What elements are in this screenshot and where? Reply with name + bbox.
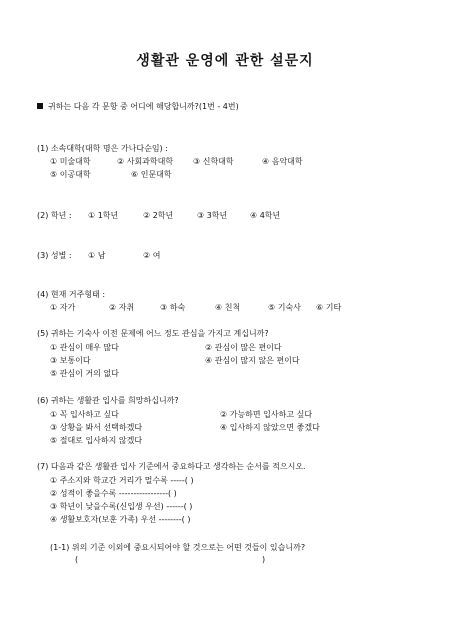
question-6-label: (6) 귀하는 생활관 입사를 희망하십니까? <box>37 396 179 405</box>
question-7-label: (7) 다음과 같은 생활관 입사 기준에서 중요하다고 생각하는 순서를 적으시오. <box>37 462 306 471</box>
q2-option-1[interactable]: ① 1학년 <box>88 211 119 220</box>
q7-criterion-4[interactable]: ④ 생활보호자(보훈 가족) 우선 --------( ) <box>50 515 191 524</box>
question-5-label: (5) 귀하는 기숙사 이전 문제에 어느 정도 관심을 가지고 계십니까? <box>37 329 269 338</box>
q7-criterion-1[interactable]: ① 주소지와 학교간 거리가 멀수록 -----( ) <box>50 476 194 485</box>
q5-option-4[interactable]: ④ 관심이 많지 않은 편이다 <box>205 356 300 365</box>
q6-option-2[interactable]: ② 가능하면 입사하고 싶다 <box>220 410 313 419</box>
q1-option-5[interactable]: ⑤ 이공대학 <box>50 170 91 179</box>
q4-option-1[interactable]: ① 자가 <box>50 303 76 312</box>
question-2-label: (2) 학년 : <box>37 211 72 220</box>
document-title: 생활관 운영에 관한 설문지 <box>136 53 314 69</box>
q7-criterion-3[interactable]: ③ 학년이 낮을수록(신입생 우선) ------( ) <box>50 502 193 511</box>
q3-option-1[interactable]: ① 남 <box>88 251 106 260</box>
q1-option-1[interactable]: ① 미술대학 <box>50 157 91 166</box>
question-1-label: (1) 소속대학(대학 명은 가나다순임) : <box>37 144 168 153</box>
instruction-text: 귀하는 다음 각 문항 중 어디에 해당합니까?(1번 - 4번) <box>48 102 239 111</box>
q1-option-3[interactable]: ③ 신학대학 <box>193 157 234 166</box>
q1-option-2[interactable]: ② 사회과학대학 <box>117 157 174 166</box>
q2-option-3[interactable]: ③ 3학년 <box>197 211 228 220</box>
q2-option-4[interactable]: ④ 4학년 <box>250 211 281 220</box>
q4-option-3[interactable]: ③ 하숙 <box>160 303 186 312</box>
question-7-1-label: (1-1) 위의 기준 이외에 중요시되어야 할 것으로는 어떤 것들이 있습니까? <box>50 543 306 552</box>
q4-option-5[interactable]: ⑤ 기숙사 <box>268 303 301 312</box>
q3-option-2[interactable]: ② 여 <box>143 251 161 260</box>
q6-option-5[interactable]: ⑤ 절대로 입사하지 않겠다 <box>50 436 143 445</box>
q2-option-2[interactable]: ② 2학년 <box>143 211 174 220</box>
q5-option-5[interactable]: ⑤ 관심이 거의 없다 <box>50 369 119 378</box>
q7-1-answer-area[interactable] <box>82 555 260 565</box>
q4-option-2[interactable]: ② 자취 <box>109 303 135 312</box>
square-bullet-icon <box>37 103 43 109</box>
q6-option-1[interactable]: ① 꼭 입사하고 싶다 <box>50 410 119 419</box>
q4-option-4[interactable]: ④ 친척 <box>215 303 241 312</box>
question-4-label: (4) 현재 거주형태 : <box>37 290 106 299</box>
q5-option-2[interactable]: ② 관심이 많은 편이다 <box>205 343 282 352</box>
q6-option-3[interactable]: ③ 상황을 봐서 선택하겠다 <box>50 423 143 432</box>
q4-option-6[interactable]: ⑥ 기타 <box>316 303 342 312</box>
q7-criterion-2[interactable]: ② 성적이 좋을수록 -----------------( ) <box>50 489 177 498</box>
instruction-line <box>37 101 239 112</box>
q7-1-close-paren: ) <box>262 555 266 564</box>
q6-option-4[interactable]: ④ 입사하지 않았으면 좋겠다 <box>220 423 320 432</box>
question-3-label: (3) 성별 : <box>37 251 72 260</box>
q1-option-4[interactable]: ④ 음악대학 <box>262 157 303 166</box>
q7-1-open-paren: ( <box>75 555 79 564</box>
q5-option-3[interactable]: ③ 보통이다 <box>50 356 91 365</box>
q5-option-1[interactable]: ① 관심이 매우 많다 <box>50 343 119 352</box>
q1-option-6[interactable]: ⑥ 인문대학 <box>131 170 172 179</box>
